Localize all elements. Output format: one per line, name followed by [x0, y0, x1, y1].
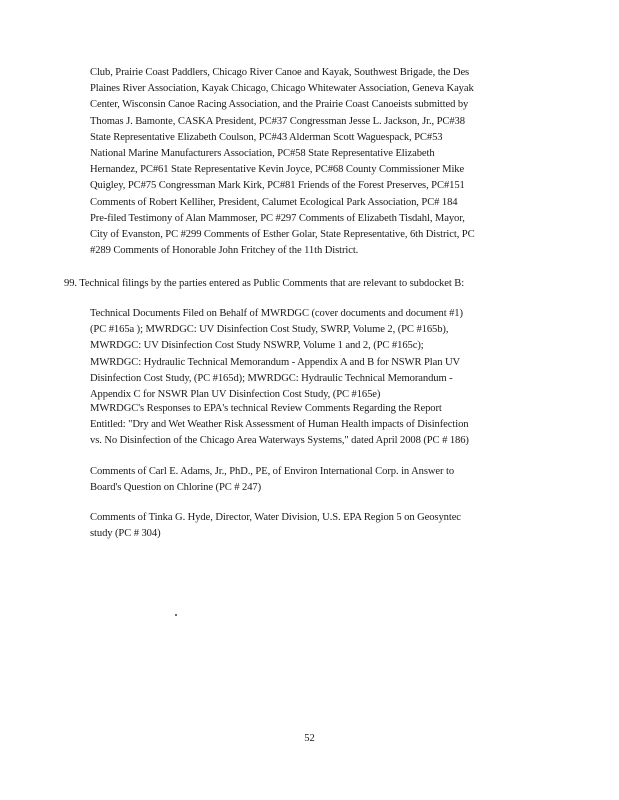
text-line: #289 Comments of Honorable John Fritchey of the 11th District. [90, 245, 359, 257]
text-line: Club, Prairie Coast Paddlers, Chicago River Canoe and Kayak, Southwest Brigade, the Des [90, 67, 470, 78]
text-line: Board's Question on Chlorine (PC # 247) [90, 482, 262, 494]
text-line: Comments of Tinka G. Hyde, Director, Water Division, U.S. EPA Region 5 on Geosyntec [90, 512, 461, 523]
text-line: MWRDGC: UV Disinfection Cost Study NSWRP, Volume 1 and 2, (PC #165c); [90, 340, 424, 352]
text-line: Technical Documents Filed on Behalf of MWRDGC (cover documents and document #1) [90, 308, 463, 319]
text-line: study (PC # 304) [90, 528, 161, 540]
text-line: City of Evanston, PC #299 Comments of Esther Golar, State Representative, 6th District, PC [90, 229, 475, 241]
item-heading: 99. Technical filings by the parties entered as Public Comments that are relevant to subdocket B: [64, 278, 465, 289]
text-line: Plaines River Association, Kayak Chicago, Chicago Whitewater Association, Geneva Kayak [90, 83, 474, 95]
text-line: Appendix C for NSWR Plan UV Disinfection Cost Study, (PC #165e) [90, 389, 381, 401]
text-line: Disinfection Cost Study, (PC #165d); MWRDGC: Hydraulic Technical Memorandum - [90, 372, 453, 384]
text-line: Pre-filed Testimony of Alan Mammoser, PC #297 Comments of Elizabeth Tisdahl, Mayor, [90, 212, 465, 224]
text-line: MWRDGC: Hydraulic Technical Memorandum - Appendix A and B for NSWR Plan UV [90, 356, 461, 368]
text-line: Hernandez, PC#61 State Representative Kevin Joyce, PC#68 County Commissioner Mike [90, 164, 465, 176]
commenter-list-paragraph [90, 65, 475, 259]
text-line: MWRDGC's Responses to EPA's technical Review Comments Regarding the Report [90, 403, 442, 414]
adams-comments-paragraph [90, 464, 454, 496]
numbered-item-99 [64, 276, 464, 292]
text-line: National Marine Manufacturers Association, PC#58 State Representative Elizabeth [90, 148, 435, 160]
text-line: (PC #165a ); MWRDGC: UV Disinfection Cost Study, SWRP, Volume 2, (PC #165b), [90, 324, 449, 336]
text-line: Thomas J. Bamonte, CASKA President, PC#37 Congressman Jesse L. Jackson, Jr., PC#38 [90, 115, 465, 127]
text-line: Comments of Robert Kelliher, President, Calumet Ecological Park Association, PC# 184 [90, 196, 458, 208]
text-line: Center, Wisconsin Canoe Racing Association, and the Prairie Coast Canoeists submitted by [90, 99, 469, 111]
technical-documents-paragraph [90, 306, 463, 403]
text-line: Quigley, PC#75 Congressman Mark Kirk, PC#81 Friends of the Forest Preserves, PC#151 [90, 180, 465, 192]
text-line: vs. No Disinfection of the Chicago Area Waterways Systems," dated April 2008 (PC # 186) [90, 435, 469, 447]
page-number: 52 [304, 733, 315, 744]
text-line: State Representative Elizabeth Coulson, PC#43 Alderman Scott Waguespack, PC#53 [90, 131, 443, 143]
hyde-comments-paragraph [90, 510, 461, 542]
scan-speck [175, 614, 177, 616]
mwrdgc-responses-paragraph [90, 401, 469, 450]
text-line: Entitled: "Dry and Wet Weather Risk Assessment of Human Health impacts of Disinfection [90, 419, 469, 431]
text-line: Comments of Carl E. Adams, Jr., PhD., PE, of Environ International Corp. in Answer to [90, 466, 455, 477]
